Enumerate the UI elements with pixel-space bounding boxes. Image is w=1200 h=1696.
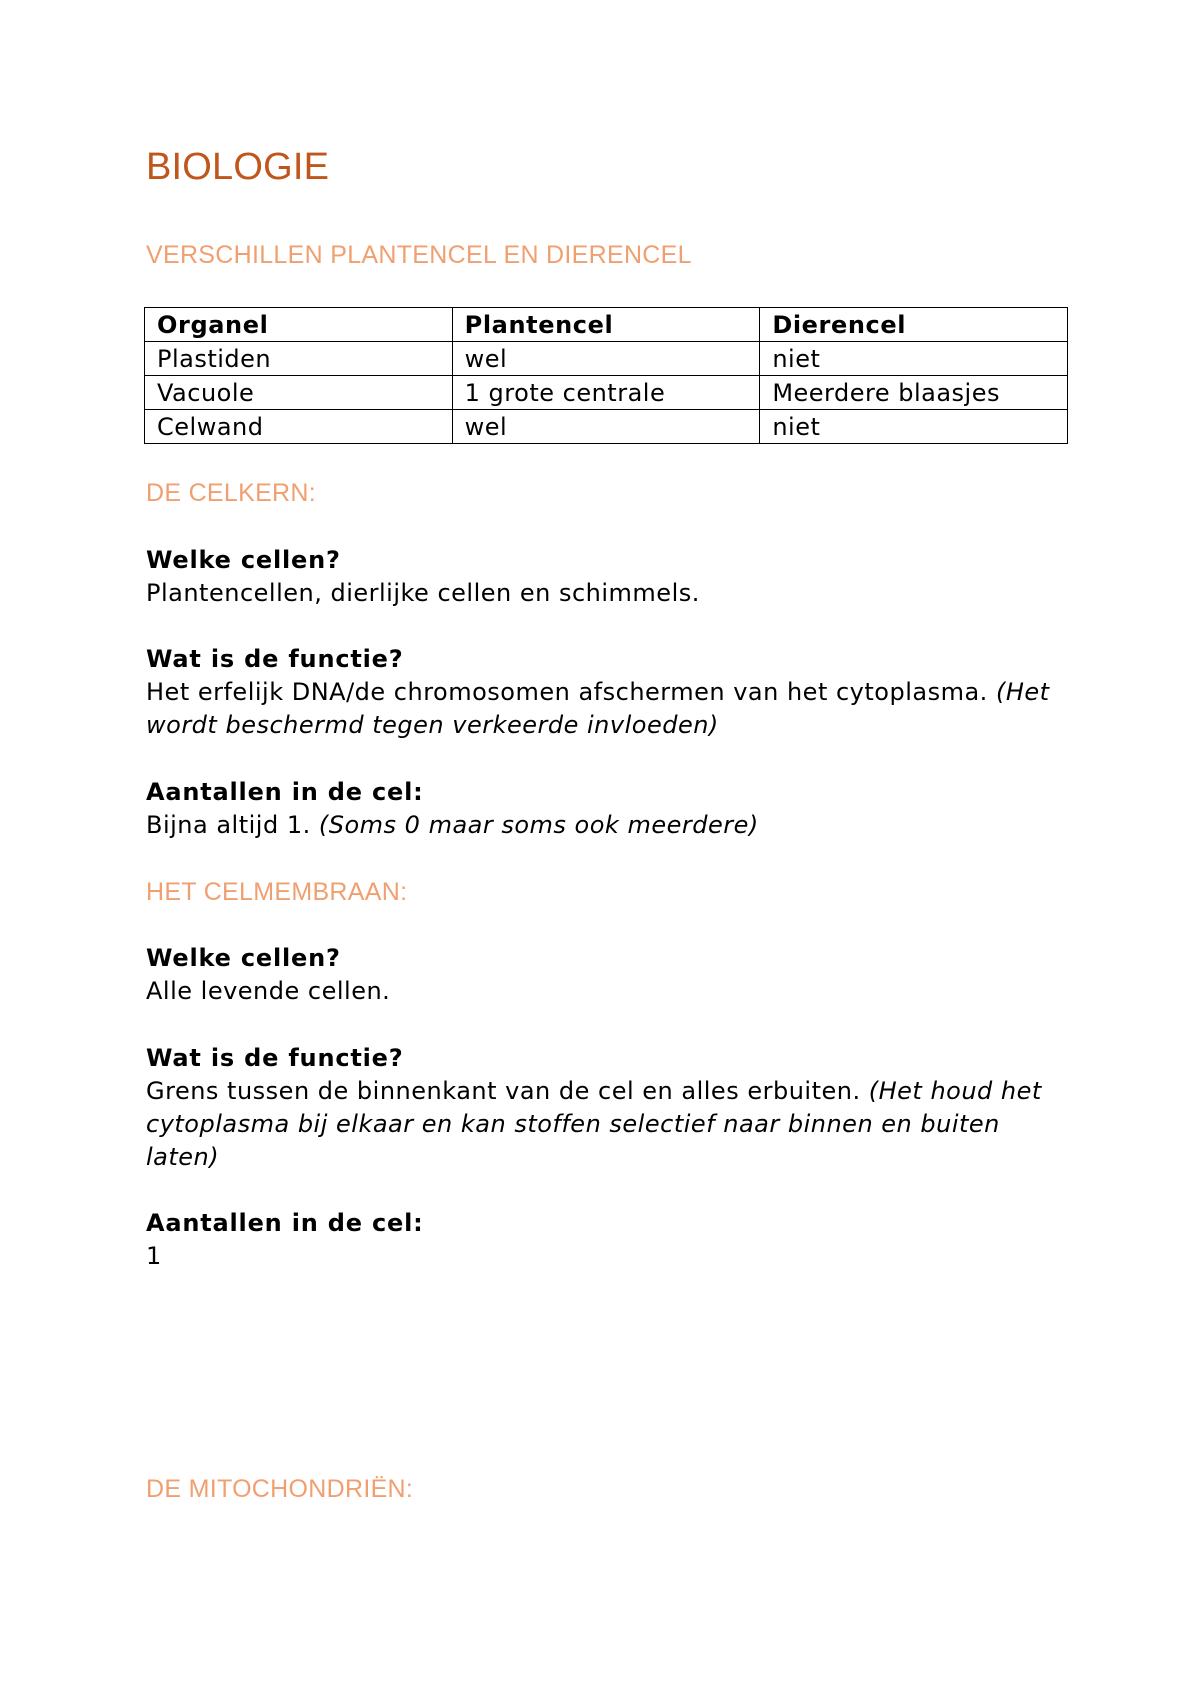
answer-text: Plantencellen, dierlijke cellen en schimmels. [146, 579, 700, 607]
table-cell: wel [452, 410, 760, 444]
celmembraan-function [146, 1042, 1066, 1174]
comparison-table [144, 307, 1068, 444]
answer-main: Bijna altijd 1. [146, 811, 311, 839]
table-cell: Meerdere blaasjes [760, 376, 1068, 410]
table-header-row [145, 308, 1068, 342]
table-cell: niet [760, 342, 1068, 376]
question-label: Aantallen in de cel: [146, 1209, 424, 1237]
answer-text [146, 809, 1066, 842]
answer-text [146, 1075, 1066, 1174]
answer-note: (Het wordt beschermd tegen verkeerde invloeden) [146, 678, 1050, 739]
question-label: Wat is de functie? [146, 645, 404, 673]
table-header-cell: Plantencel [452, 308, 760, 342]
heading-mitochondrien: DE MITOCHONDRIËN: [146, 1475, 414, 1503]
celmembraan-which-cells [146, 942, 1066, 1008]
table-cell: Plastiden [145, 342, 453, 376]
table-row [145, 342, 1068, 376]
table-cell: 1 grote centrale [452, 376, 760, 410]
heading-celkern: DE CELKERN: [146, 479, 317, 507]
table-cell: Vacuole [145, 376, 453, 410]
question-label: Welke cellen? [146, 546, 341, 574]
question-label: Welke cellen? [146, 944, 341, 972]
answer-note: (Het houd het cytoplasma bij elkaar en kan stoffen selectief naar binnen en buiten laten) [146, 1077, 1042, 1171]
answer-text: Alle levende cellen. [146, 977, 391, 1005]
celkern-which-cells [146, 544, 1066, 610]
celkern-count [146, 776, 1066, 842]
answer-main: Grens tussen de binnenkant van de cel en alles erbuiten. [146, 1077, 861, 1105]
celmembraan-count [146, 1207, 1066, 1273]
answer-main: Het erfelijk DNA/de chromosomen afschermen van het cytoplasma. [146, 678, 988, 706]
celkern-function [146, 643, 1066, 742]
table-cell: wel [452, 342, 760, 376]
table-cell: Celwand [145, 410, 453, 444]
table-row [145, 376, 1068, 410]
heading-celmembraan: HET CELMEMBRAAN: [146, 878, 408, 906]
question-label: Aantallen in de cel: [146, 778, 424, 806]
question-label: Wat is de functie? [146, 1044, 404, 1072]
answer-note: (Soms 0 maar soms ook meerdere) [318, 811, 759, 839]
table-header-cell: Organel [145, 308, 453, 342]
table-row [145, 410, 1068, 444]
table-header-cell: Dierencel [760, 308, 1068, 342]
document-title: BIOLOGIE [146, 146, 330, 188]
table-cell: niet [760, 410, 1068, 444]
answer-text: 1 [146, 1242, 162, 1270]
answer-text [146, 676, 1066, 742]
heading-differences: VERSCHILLEN PLANTENCEL EN DIERENCEL [146, 241, 692, 269]
